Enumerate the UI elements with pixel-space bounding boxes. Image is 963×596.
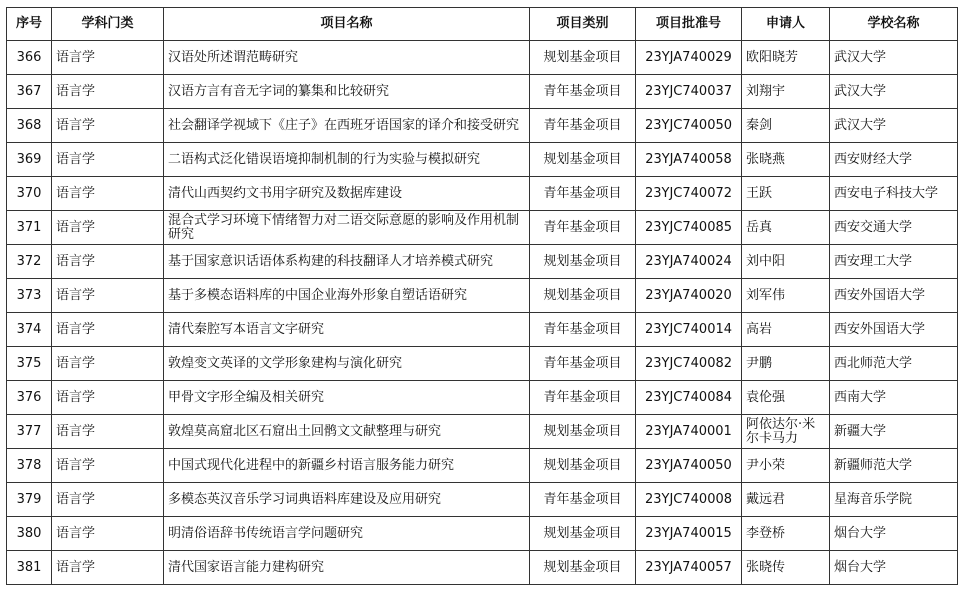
- approval-no-cell: 23YJC740050: [636, 109, 742, 143]
- approval-no-cell: 23YJC740084: [636, 381, 742, 415]
- applicant-cell: 阿依达尔·米尔卡马力: [742, 415, 830, 449]
- approval-no-cell: 23YJA740020: [636, 279, 742, 313]
- approval-no-cell: 23YJA740029: [636, 41, 742, 75]
- approval-no-cell: 23YJA740024: [636, 245, 742, 279]
- approval-no-cell: 23YJC740037: [636, 75, 742, 109]
- category-cell: 规划基金项目: [530, 551, 636, 585]
- project-name-cell: 甲骨文字形全编及相关研究: [164, 381, 530, 415]
- approval-no-cell: 23YJA740050: [636, 449, 742, 483]
- applicant-cell: 秦剑: [742, 109, 830, 143]
- header-cell: 项目类别: [530, 8, 636, 41]
- discipline-cell: 语言学: [52, 75, 164, 109]
- table-row: [7, 381, 958, 415]
- table-row: [7, 245, 958, 279]
- project-name-cell: 社会翻译学视域下《庄子》在西班牙语国家的译介和接受研究: [164, 109, 530, 143]
- school-cell: 西安电子科技大学: [830, 177, 958, 211]
- category-cell: 规划基金项目: [530, 279, 636, 313]
- serial-cell: 376: [7, 381, 52, 415]
- serial-cell: 377: [7, 415, 52, 449]
- approval-no-cell: 23YJC740014: [636, 313, 742, 347]
- school-cell: 西北师范大学: [830, 347, 958, 381]
- discipline-cell: 语言学: [52, 551, 164, 585]
- category-cell: 青年基金项目: [530, 211, 636, 245]
- project-name-cell: 汉语处所述谓范畴研究: [164, 41, 530, 75]
- header-row: [7, 8, 958, 41]
- approval-no-cell: 23YJA740057: [636, 551, 742, 585]
- category-cell: 规划基金项目: [530, 245, 636, 279]
- project-name-cell: 混合式学习环境下情绪智力对二语交际意愿的影响及作用机制研究: [164, 211, 530, 245]
- school-cell: 烟台大学: [830, 551, 958, 585]
- applicant-cell: 王跃: [742, 177, 830, 211]
- project-name-cell: 明清俗语辞书传统语言学问题研究: [164, 517, 530, 551]
- table-row: [7, 483, 958, 517]
- serial-cell: 375: [7, 347, 52, 381]
- discipline-cell: 语言学: [52, 517, 164, 551]
- header-cell: 序号: [7, 8, 52, 41]
- project-name-cell: 敦煌变文英译的文学形象建构与演化研究: [164, 347, 530, 381]
- project-name-cell: 基于国家意识话语体系构建的科技翻译人才培养模式研究: [164, 245, 530, 279]
- table-row: [7, 347, 958, 381]
- project-table: [6, 7, 958, 585]
- table-row: [7, 517, 958, 551]
- approval-no-cell: 23YJC740085: [636, 211, 742, 245]
- header-cell: 项目批准号: [636, 8, 742, 41]
- applicant-cell: 欧阳晓芳: [742, 41, 830, 75]
- discipline-cell: 语言学: [52, 279, 164, 313]
- applicant-cell: 刘翔宇: [742, 75, 830, 109]
- project-name-cell: 汉语方言有音无字词的纂集和比较研究: [164, 75, 530, 109]
- category-cell: 规划基金项目: [530, 143, 636, 177]
- discipline-cell: 语言学: [52, 245, 164, 279]
- school-cell: 武汉大学: [830, 41, 958, 75]
- applicant-cell: 李登桥: [742, 517, 830, 551]
- header-cell: 学科门类: [52, 8, 164, 41]
- project-name-cell: 二语构式泛化错误语境抑制机制的行为实验与模拟研究: [164, 143, 530, 177]
- discipline-cell: 语言学: [52, 313, 164, 347]
- discipline-cell: 语言学: [52, 143, 164, 177]
- approval-no-cell: 23YJA740015: [636, 517, 742, 551]
- approval-no-cell: 23YJC740072: [636, 177, 742, 211]
- serial-cell: 380: [7, 517, 52, 551]
- project-name-cell: 清代秦腔写本语言文字研究: [164, 313, 530, 347]
- table-row: [7, 75, 958, 109]
- applicant-cell: 袁伦强: [742, 381, 830, 415]
- table-row: [7, 313, 958, 347]
- serial-cell: 370: [7, 177, 52, 211]
- school-cell: 新疆大学: [830, 415, 958, 449]
- table-row: [7, 449, 958, 483]
- serial-cell: 369: [7, 143, 52, 177]
- serial-cell: 381: [7, 551, 52, 585]
- category-cell: 青年基金项目: [530, 75, 636, 109]
- project-name-cell: 基于多模态语料库的中国企业海外形象自塑话语研究: [164, 279, 530, 313]
- school-cell: 西安理工大学: [830, 245, 958, 279]
- school-cell: 西安外国语大学: [830, 313, 958, 347]
- serial-cell: 367: [7, 75, 52, 109]
- table-row: [7, 279, 958, 313]
- category-cell: 规划基金项目: [530, 517, 636, 551]
- approval-no-cell: 23YJC740008: [636, 483, 742, 517]
- project-name-cell: 清代山西契约文书用字研究及数据库建设: [164, 177, 530, 211]
- header-cell: 学校名称: [830, 8, 958, 41]
- school-cell: 烟台大学: [830, 517, 958, 551]
- school-cell: 西南大学: [830, 381, 958, 415]
- applicant-cell: 戴远君: [742, 483, 830, 517]
- discipline-cell: 语言学: [52, 109, 164, 143]
- serial-cell: 372: [7, 245, 52, 279]
- approval-no-cell: 23YJA740058: [636, 143, 742, 177]
- table-row: [7, 551, 958, 585]
- project-name-cell: 清代国家语言能力建构研究: [164, 551, 530, 585]
- discipline-cell: 语言学: [52, 347, 164, 381]
- applicant-cell: 岳真: [742, 211, 830, 245]
- table-row: [7, 177, 958, 211]
- applicant-cell: 尹小荣: [742, 449, 830, 483]
- serial-cell: 371: [7, 211, 52, 245]
- discipline-cell: 语言学: [52, 177, 164, 211]
- category-cell: 规划基金项目: [530, 449, 636, 483]
- category-cell: 青年基金项目: [530, 483, 636, 517]
- header-cell: 项目名称: [164, 8, 530, 41]
- applicant-cell: 张晓传: [742, 551, 830, 585]
- table-row: [7, 41, 958, 75]
- school-cell: 西安交通大学: [830, 211, 958, 245]
- category-cell: 青年基金项目: [530, 313, 636, 347]
- school-cell: 西安外国语大学: [830, 279, 958, 313]
- category-cell: 青年基金项目: [530, 347, 636, 381]
- header-cell: 申请人: [742, 8, 830, 41]
- discipline-cell: 语言学: [52, 381, 164, 415]
- discipline-cell: 语言学: [52, 483, 164, 517]
- applicant-cell: 刘军伟: [742, 279, 830, 313]
- school-cell: 西安财经大学: [830, 143, 958, 177]
- table-row: [7, 143, 958, 177]
- category-cell: 青年基金项目: [530, 381, 636, 415]
- table-body: [7, 41, 958, 585]
- discipline-cell: 语言学: [52, 415, 164, 449]
- discipline-cell: 语言学: [52, 449, 164, 483]
- discipline-cell: 语言学: [52, 211, 164, 245]
- project-name-cell: 中国式现代化进程中的新疆乡村语言服务能力研究: [164, 449, 530, 483]
- applicant-cell: 张晓燕: [742, 143, 830, 177]
- category-cell: 规划基金项目: [530, 415, 636, 449]
- table-row: [7, 211, 958, 245]
- school-cell: 星海音乐学院: [830, 483, 958, 517]
- serial-cell: 374: [7, 313, 52, 347]
- serial-cell: 373: [7, 279, 52, 313]
- school-cell: 武汉大学: [830, 75, 958, 109]
- category-cell: 规划基金项目: [530, 41, 636, 75]
- applicant-cell: 刘中阳: [742, 245, 830, 279]
- project-name-cell: 敦煌莫高窟北区石窟出土回鹘文文献整理与研究: [164, 415, 530, 449]
- serial-cell: 368: [7, 109, 52, 143]
- applicant-cell: 高岩: [742, 313, 830, 347]
- approval-no-cell: 23YJC740082: [636, 347, 742, 381]
- project-name-cell: 多模态英汉音乐学习词典语料库建设及应用研究: [164, 483, 530, 517]
- table-row: [7, 109, 958, 143]
- approval-no-cell: 23YJA740001: [636, 415, 742, 449]
- table-row: [7, 415, 958, 449]
- school-cell: 新疆师范大学: [830, 449, 958, 483]
- serial-cell: 379: [7, 483, 52, 517]
- serial-cell: 366: [7, 41, 52, 75]
- serial-cell: 378: [7, 449, 52, 483]
- category-cell: 青年基金项目: [530, 109, 636, 143]
- school-cell: 武汉大学: [830, 109, 958, 143]
- category-cell: 青年基金项目: [530, 177, 636, 211]
- applicant-cell: 尹鹏: [742, 347, 830, 381]
- discipline-cell: 语言学: [52, 41, 164, 75]
